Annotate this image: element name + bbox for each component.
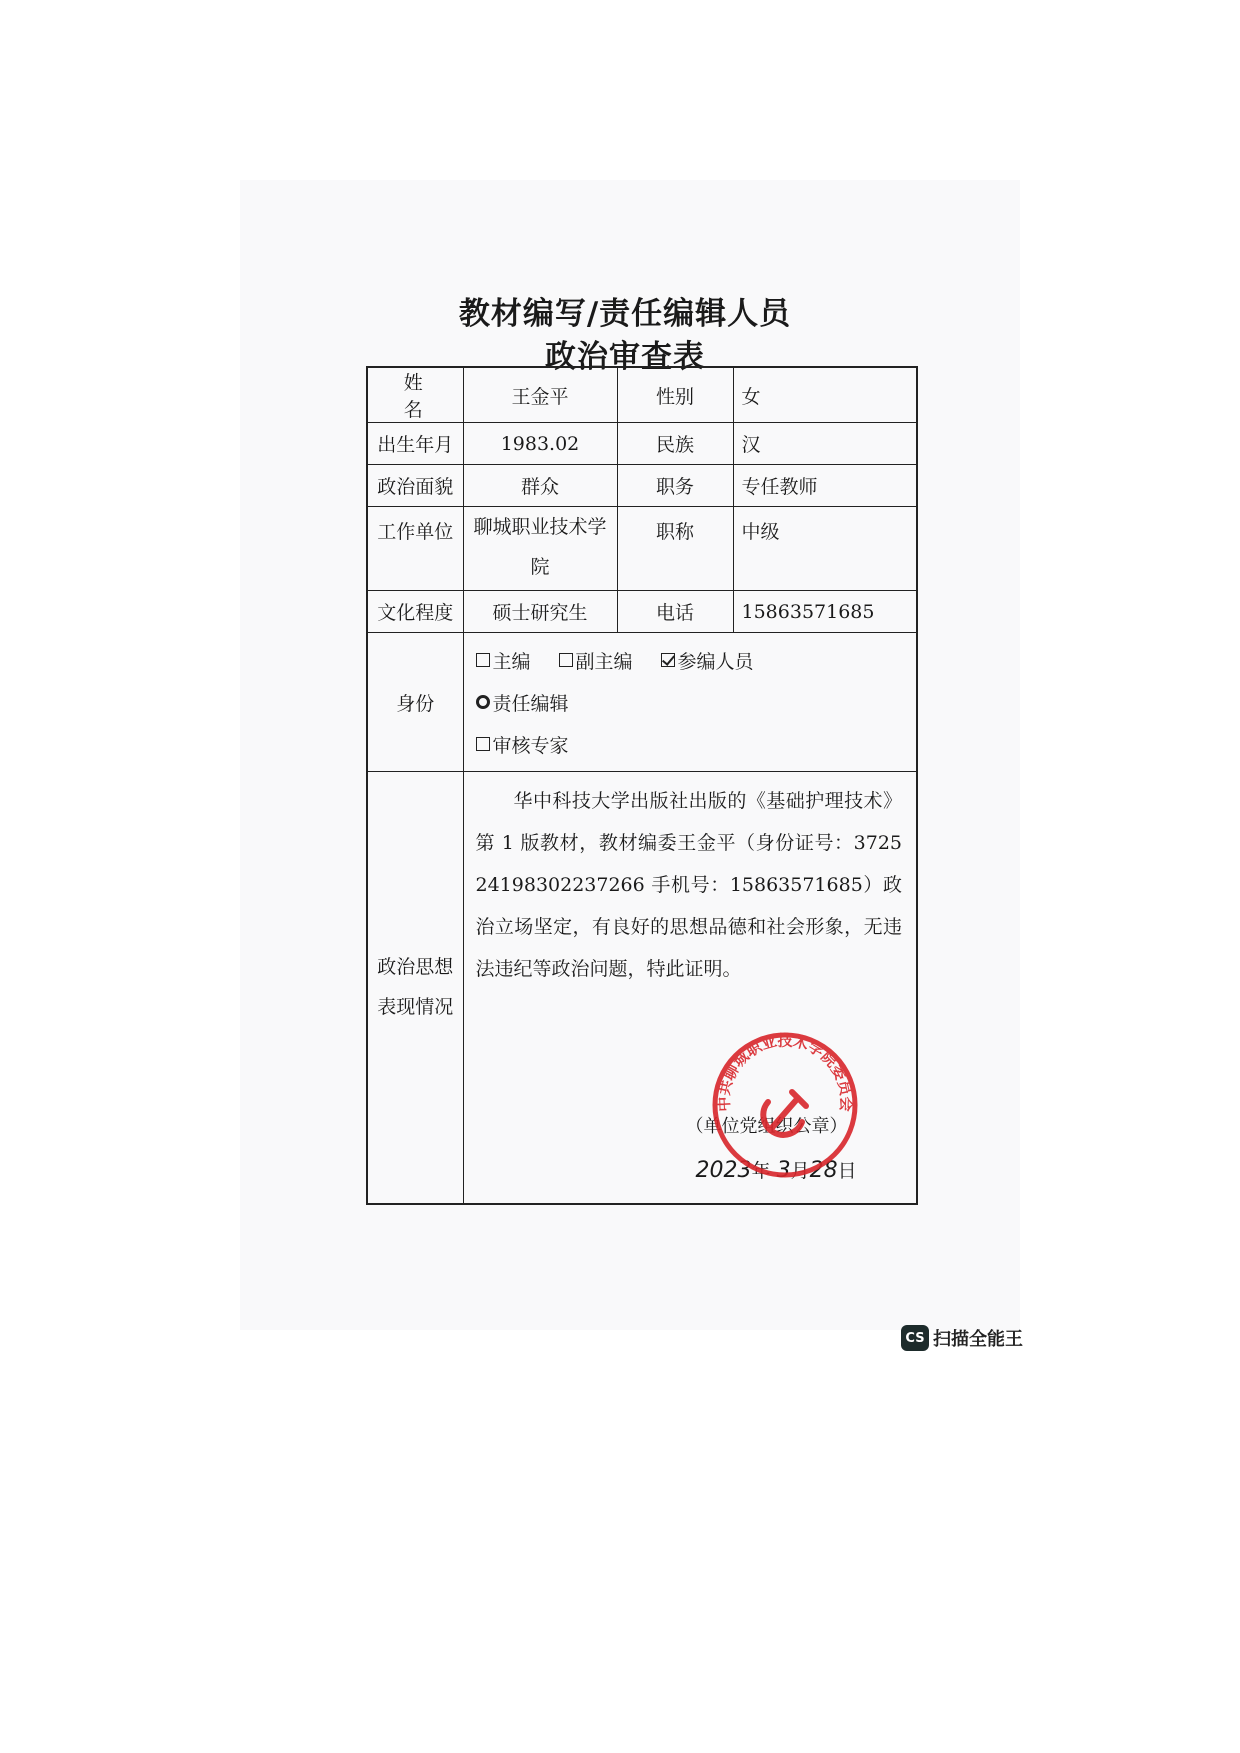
gender-label: 性别 [617,367,733,423]
camscanner-logo-icon: CS [901,1325,929,1351]
date-month: 3 [776,1158,791,1183]
employer-label: 工作单位 [367,507,463,591]
date-year: 2023 [695,1158,752,1183]
option-review-expert[interactable] [476,731,569,758]
checkbox-icon[interactable] [476,653,490,667]
title-rank-value: 中级 [733,507,917,591]
option-contributor[interactable] [661,647,754,674]
name-value: 王金平 [463,367,617,423]
name-label: 姓 名 [367,367,463,423]
row-employer [367,507,917,591]
identity-options [463,633,917,772]
seal-label: （单位党组织公章） [685,1116,848,1137]
scanner-watermark [901,1325,1023,1351]
phone-value: 15863571685 [733,591,917,633]
birth-label: 出生年月 [367,423,463,465]
political-value: 群众 [463,465,617,507]
position-label: 职务 [617,465,733,507]
option-label: 责任编辑 [492,692,569,715]
checkbox-icon[interactable] [559,653,573,667]
seal-text: 中共聊城职业技术学院委员会 [714,1031,856,1112]
checked-checkbox-icon[interactable] [661,653,675,667]
row-name [367,367,917,423]
option-label: 审核专家 [492,734,569,757]
date-day-unit: 日 [837,1160,857,1182]
identity-label: 身份 [367,633,463,772]
education-label: 文化程度 [367,591,463,633]
gender-value: 女 [733,367,917,423]
date-year-unit: 年 [751,1160,771,1182]
date-day: 28 [809,1158,838,1183]
official-seal-stamp [710,1030,860,1180]
date-month-unit: 月 [790,1160,810,1182]
row-education [367,591,917,633]
row-political [367,465,917,507]
option-label: 副主编 [575,650,633,673]
hammer-sickle-icon [763,1092,806,1135]
ethnicity-value: 汉 [733,423,917,465]
identity-row-1 [476,639,905,681]
identity-row-2 [476,681,905,723]
political-conduct-label: 政治思想表现情况 [367,772,463,1204]
employer-value: 聊城职业技术学院 [463,507,617,591]
document-title-line1: 教材编写/责任编辑人员 [458,296,792,332]
title-rank-label: 职称 [617,507,733,591]
identity-row-3 [476,723,905,765]
svg-text:中共聊城职业技术学院委员会 [715,1031,856,1112]
position-value: 专任教师 [733,465,917,507]
education-value: 硕士研究生 [463,591,617,633]
ethnicity-label: 民族 [617,423,733,465]
option-editor-in-chief[interactable] [476,647,531,674]
option-label: 参编人员 [677,650,754,673]
option-deputy-editor[interactable] [559,647,633,674]
document-title-line2: 政治审查表 [545,339,705,375]
checkbox-icon[interactable] [476,737,490,751]
birth-value: 1983.02 [463,423,617,465]
scanner-app-name: 扫描全能王 [933,1329,1023,1350]
row-identity [367,633,917,772]
option-responsible-editor[interactable] [476,689,569,716]
political-label: 政治面貌 [367,465,463,507]
phone-label: 电话 [617,591,733,633]
political-conduct-text: 华中科技大学出版社出版的《基础护理技术》第 1 版教材，教材编委王金平（身份证号：372524198302237266 手机号：15863571685）政治立场坚定，有良好的思想品德和社会形象，无违法违纪等政治问题，特此证明。 [475,790,902,980]
row-birth [367,423,917,465]
selected-radio-icon[interactable] [476,695,490,709]
option-label: 主编 [492,650,531,673]
